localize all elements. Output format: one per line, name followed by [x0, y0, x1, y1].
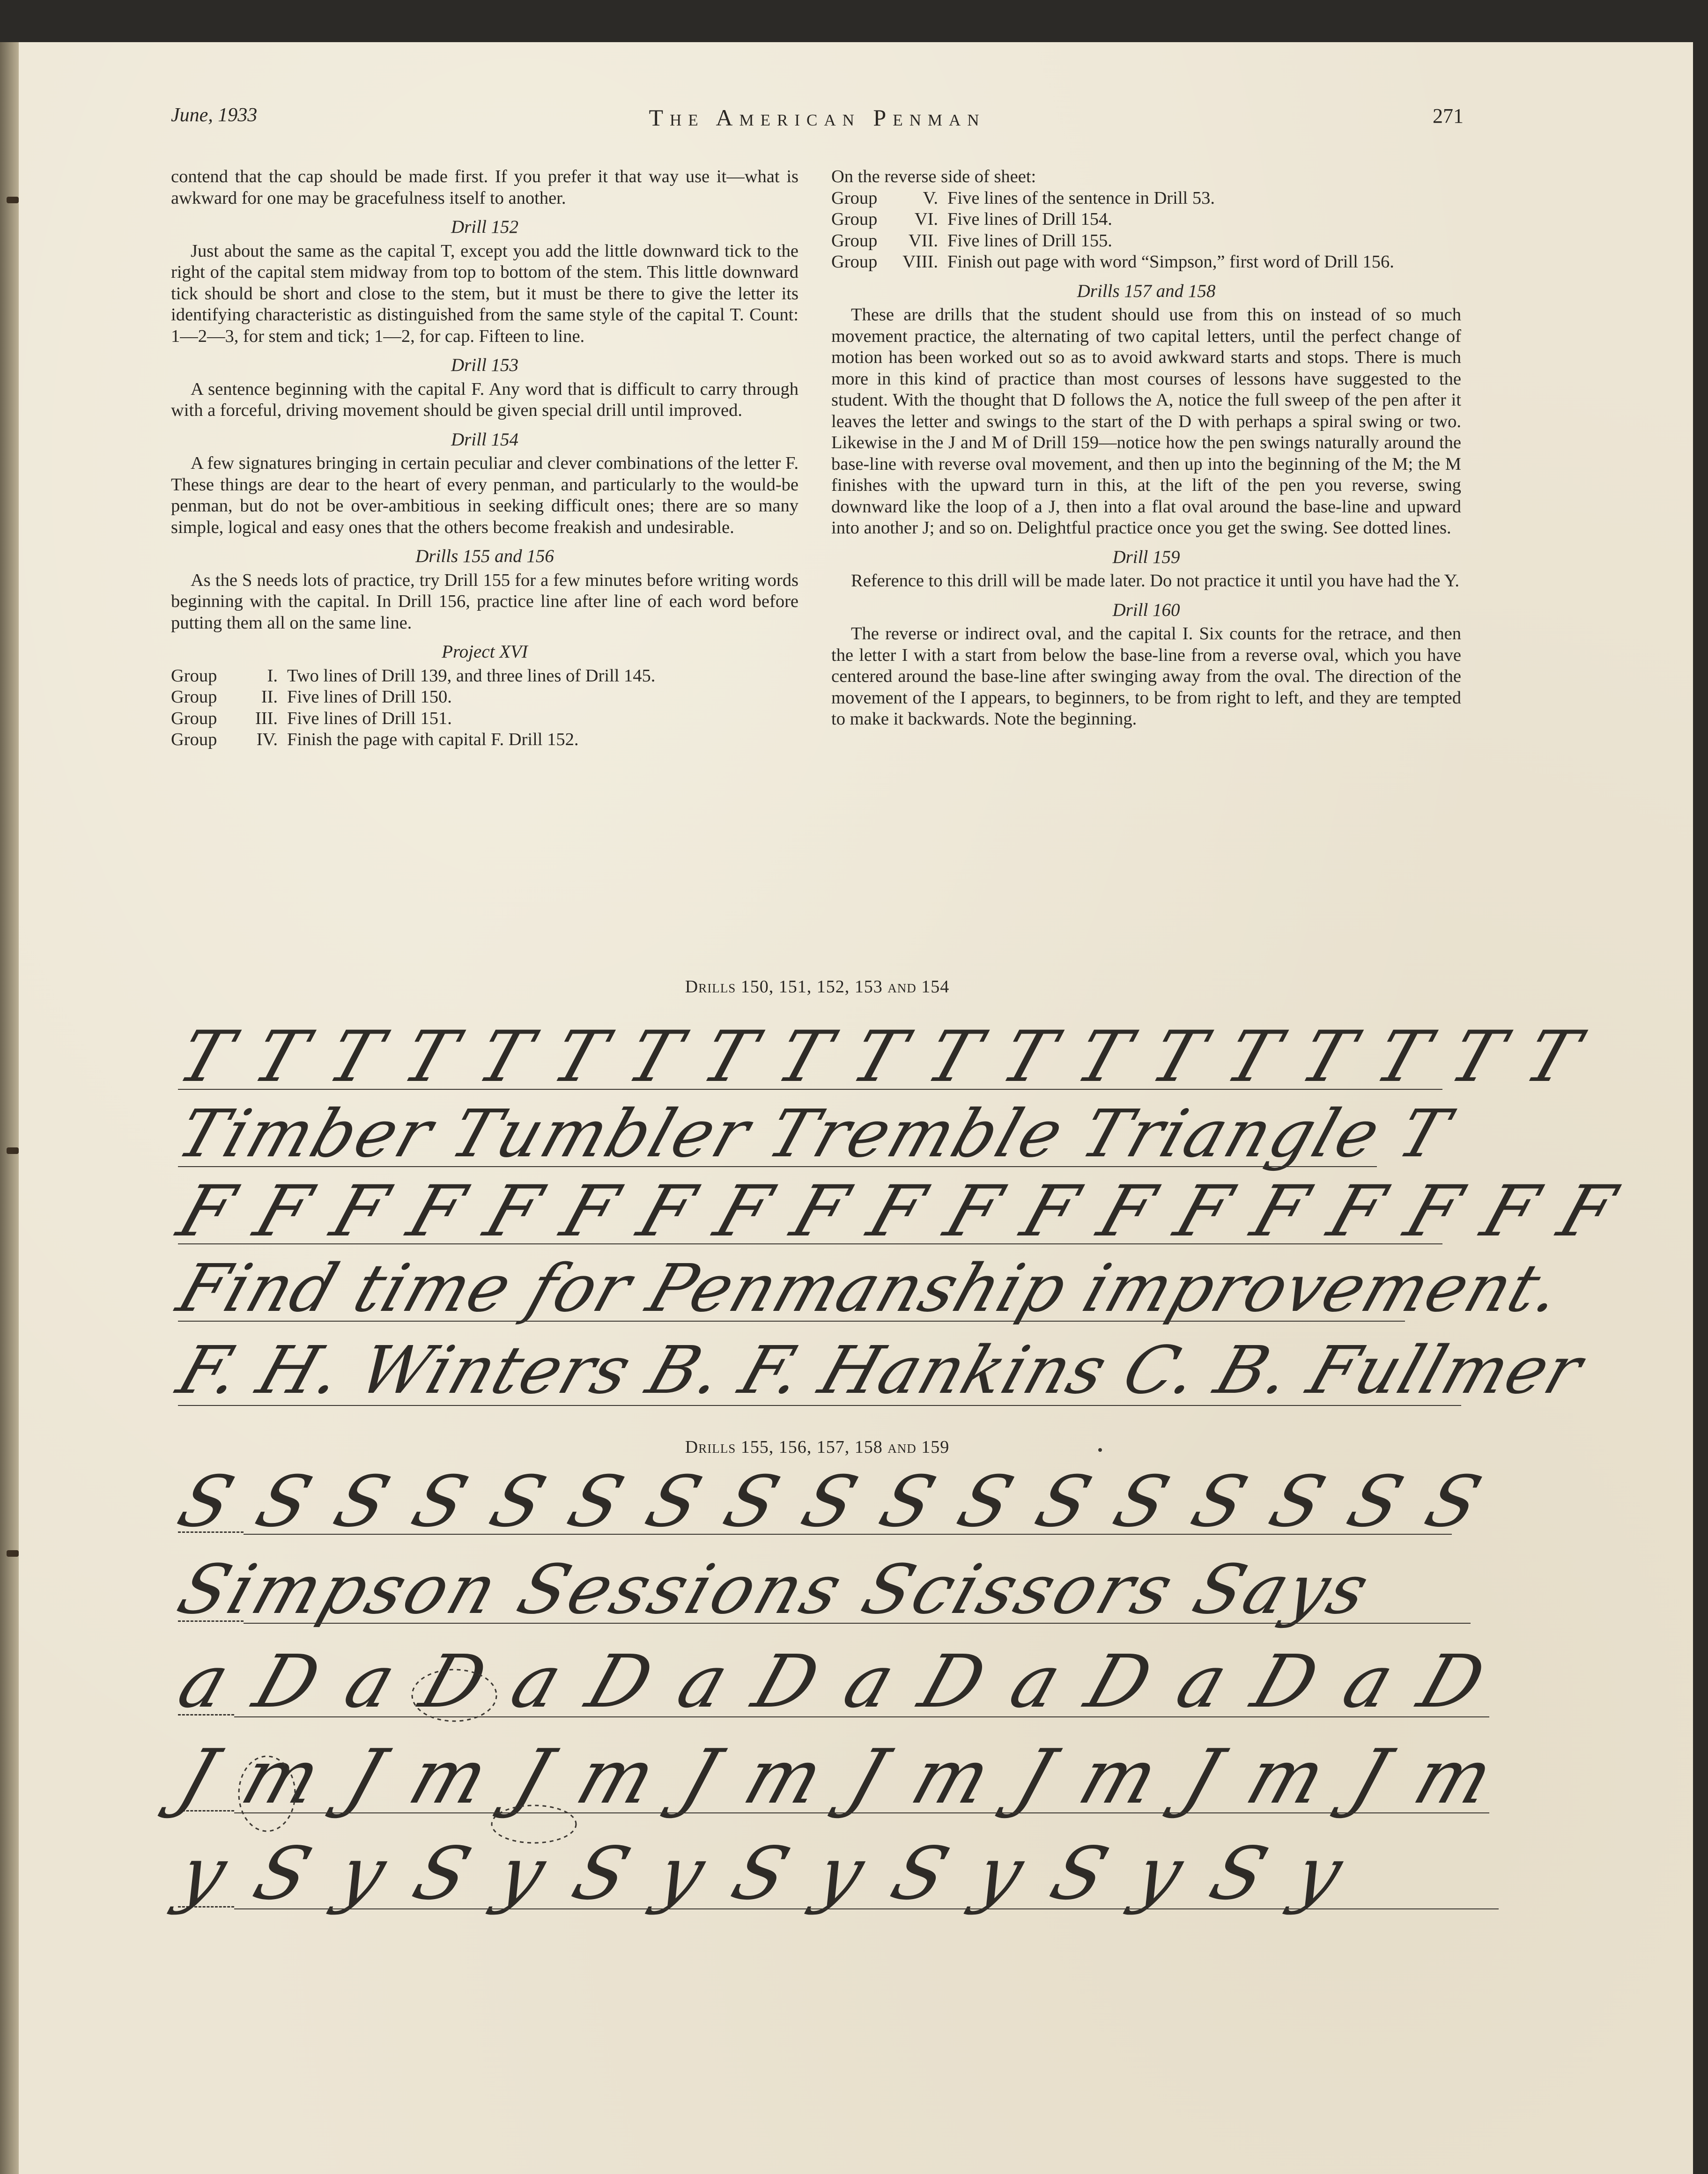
dotted-oval-guide — [239, 1756, 295, 1831]
binding-speck — [7, 1550, 19, 1557]
dotted-movement-guides — [169, 1466, 1480, 1958]
group-text: Finish out page with word “Simpson,” first word of Drill 156. — [947, 252, 1394, 272]
script-line-capital-t: T T T T T T T T T T T T T T T T T T T — [169, 1016, 1591, 1098]
group-text: Five lines of Drill 151. — [287, 708, 452, 728]
figure-1-caption: Drills 150, 151, 152, 153 and 154 — [685, 977, 950, 997]
ink-speck — [1098, 1448, 1102, 1452]
group-text: Five lines of the sentence in Drill 53. — [947, 188, 1215, 208]
intro-paragraph: contend that the cap should be made first. If you prefer it that way use it—what is awkward for one may be gracefulness itself to another. — [171, 167, 799, 208]
right-column — [831, 166, 1461, 730]
group-number: II. — [261, 687, 278, 707]
reverse-side-intro: On the reverse side of sheet: — [831, 167, 1036, 186]
drill-160-title: Drill 160 — [1112, 599, 1180, 620]
script-line-capital-s: S S S S S S S S S S S S S S S S S — [169, 1461, 1494, 1543]
group-number: IV. — [256, 730, 278, 749]
script-line-sentence: Find time for Penmanship improvement. — [169, 1250, 1572, 1327]
group-number: I. — [267, 666, 278, 686]
script-line-j-m: J m J m J m J m J m J m J m J m — [169, 1733, 1508, 1820]
script-line-capital-f: F F F F F F F F F F F F F F F F F F F — [169, 1171, 1627, 1252]
group-row — [171, 708, 799, 730]
group-row — [831, 230, 1461, 252]
group-text: Finish the page with capital F. Drill 152. — [287, 730, 579, 749]
reverse-groups-table — [831, 188, 1461, 273]
group-text: Five lines of Drill 150. — [287, 687, 452, 707]
script-line-s-words: Simpson Sessions Scissors Says — [169, 1550, 1381, 1629]
group-number: VIII. — [902, 252, 938, 272]
drills-155-156-title: Drills 155 and 156 — [415, 546, 554, 566]
baseline-rule — [178, 1089, 1442, 1090]
dotted-oval-guide — [492, 1805, 576, 1843]
drill-159-title: Drill 159 — [1112, 547, 1180, 567]
drill-152-title: Drill 152 — [451, 217, 519, 237]
group-label: Group — [831, 209, 878, 229]
group-label: Group — [831, 188, 878, 208]
group-row — [171, 729, 799, 751]
drill-153-title: Drill 153 — [451, 355, 519, 375]
page-number: 271 — [1433, 104, 1464, 127]
group-row — [171, 666, 799, 687]
issue-date: June, 1933 — [171, 104, 258, 126]
group-row — [831, 188, 1461, 209]
figure-2-script-plate — [169, 1461, 1508, 1958]
binding-speck — [7, 1147, 19, 1154]
drill-153-text: A sentence beginning with the capital F. Any word that is difficult to carry through with a forceful, driving movement should be given special drill until improved. — [171, 379, 799, 420]
script-line-t-words: Timber Tumbler Tremble Triangle T — [169, 1096, 1460, 1172]
group-row — [831, 251, 1461, 273]
project-title: Project XVI — [442, 642, 528, 662]
left-column — [171, 166, 799, 751]
script-line-signatures: F. H. Winters B. F. Hankins C. B. Fullmer — [169, 1332, 1592, 1409]
group-row — [171, 687, 799, 708]
group-text: Two lines of Drill 139, and three lines of Drill 145. — [287, 666, 656, 686]
script-line-a-d: a D a D a D a D a D a D a D a D — [169, 1639, 1500, 1724]
drill-160-text: The reverse or indirect oval, and the capital I. Six counts for the retrace, and then the letter I with a start from below the base-line from a reverse oval, which you have centered around the base-line after swinging away from the oval. The direction of the movement of the I appears, to beginners, to be from right to left, and they are tempted to make it backwards. Note the beginning. — [831, 624, 1461, 729]
group-label: Group — [831, 252, 878, 272]
baseline-rule — [178, 1405, 1461, 1406]
baseline-rule — [178, 1321, 1405, 1322]
figure-1-script-plate — [169, 1007, 1627, 1419]
group-label: Group — [171, 708, 217, 728]
baseline-rule — [178, 1166, 1377, 1167]
baseline-rule — [178, 1243, 1442, 1244]
dotted-oval-guide — [412, 1670, 496, 1721]
magazine-title: The American Penman — [649, 104, 986, 131]
group-number: III. — [255, 708, 278, 728]
group-row — [831, 209, 1461, 230]
running-head — [171, 104, 1464, 137]
drills-155-156-text: As the S needs lots of practice, try Drill 155 for a few minutes before writing words beginning with the capital. In Drill 156, practice line after line of each word before putting them all on the same line. — [171, 570, 799, 633]
group-number: V. — [923, 188, 938, 208]
drill-159-text: Reference to this drill will be made later. Do not practice it until you have had the Y. — [851, 571, 1459, 591]
group-text: Five lines of Drill 155. — [947, 230, 1112, 251]
group-label: Group — [171, 666, 217, 686]
drill-154-text: A few signatures bringing in certain peculiar and clever combinations of the letter F. These things are dear to the heart of every penman, and particularly to the would-be penman, but do not be over-ambitious in seeking difficult ones; there are so many simple, logical and easy ones that the others become freakish and undesirable. — [171, 453, 799, 537]
group-label: Group — [171, 730, 217, 749]
group-label: Group — [831, 230, 878, 251]
group-label: Group — [171, 687, 217, 707]
figure-2-caption: Drills 155, 156, 157, 158 and 159 — [685, 1437, 950, 1457]
group-number: VII. — [908, 230, 938, 251]
drill-154-title: Drill 154 — [451, 429, 519, 450]
script-line-y-s: y S y S y S y S y S y S y S y — [169, 1831, 1359, 1916]
drill-152-text: Just about the same as the capital T, except you add the little downward tick to the right of the capital stem midway from top to bottom of the stem. This little downward tick should be short and close to the stem, but it must be there to give the letter its identifying characteristic as distinguished from the same style of the capital T. Count: 1—2—3, for stem and tick; 1—2, for cap. Fifteen to line. — [171, 241, 799, 346]
drills-157-158-title: Drills 157 and 158 — [1077, 281, 1216, 301]
binding-speck — [7, 197, 19, 203]
group-text: Five lines of Drill 154. — [947, 209, 1112, 229]
project-groups-table — [171, 666, 799, 751]
drills-157-158-text: These are drills that the student should use from this on instead of so much movement practice, the alternating of two capital letters, until the perfect change of motion has been worked out so as to avoid awkward starts and stops. There is much more in this kind of practice than most courses of lessons have suggested to the student. With the thought that D follows the A, notice the full sweep of the pen after it leaves the letter and swings to the start of the D with perhaps a spiral swing or two. Likewise in the J and M of Drill 159—notice how the pen swings naturally around the base-line with reverse oval movement, and then up into the beginning of the M; the M finishes with the upward turn in this, at the lift of the pen you reverse, swing downward like the loop of a J, then into a flat oval around the base-line and upward into another J; and so on. Delightful practice once you get the swing. See dotted lines. — [831, 305, 1461, 538]
group-number: VI. — [914, 209, 938, 229]
